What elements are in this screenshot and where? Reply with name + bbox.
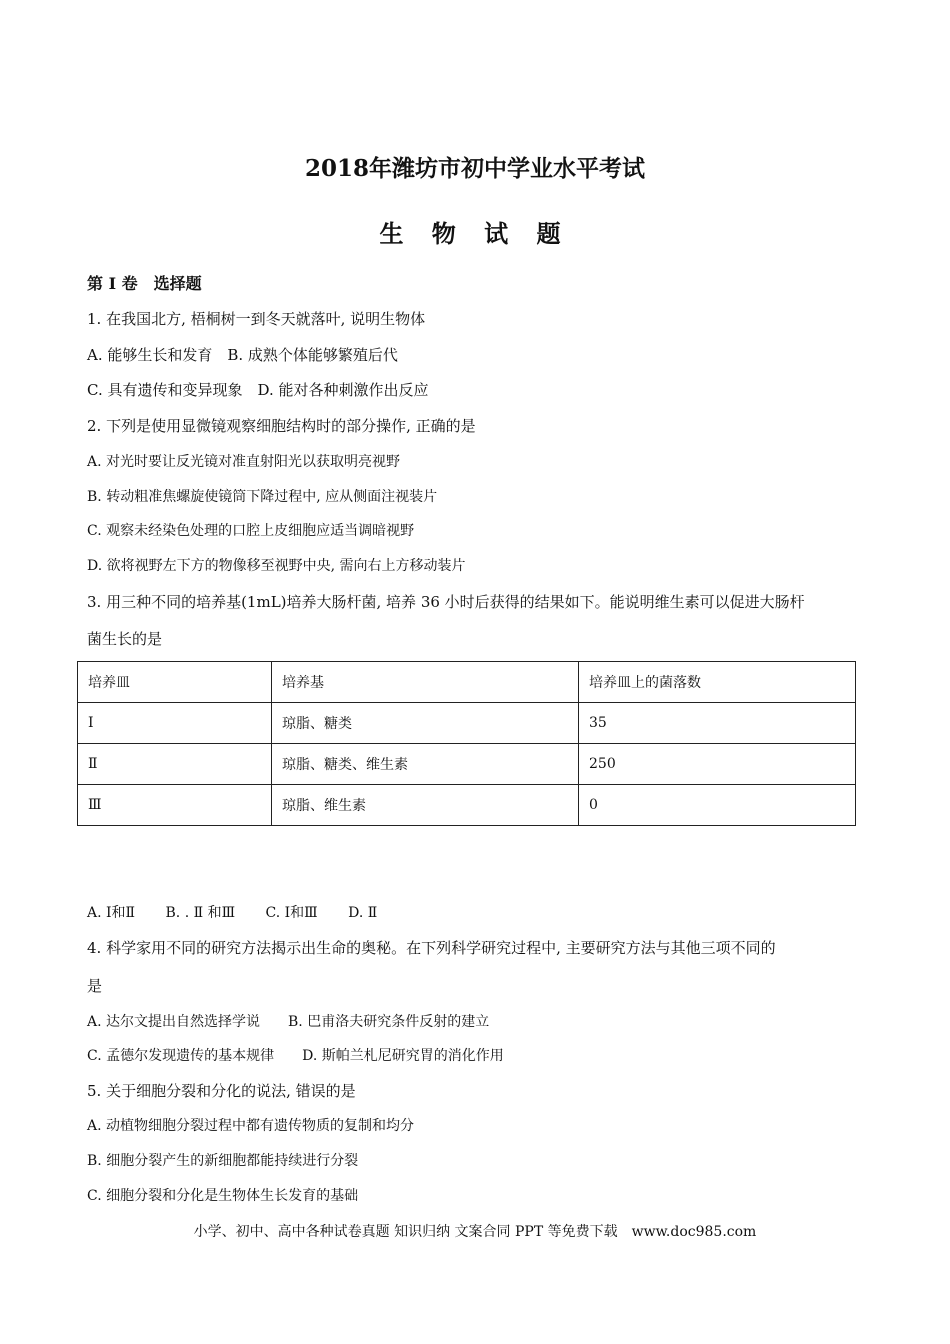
q3-option-b: B. . Ⅱ 和Ⅲ bbox=[165, 905, 236, 921]
exam-subtitle: 生 物 试 题 bbox=[379, 219, 571, 248]
q2-option-b: B. 转动粗准焦螺旋使镜筒下降过程中, 应从侧面注视装片 bbox=[87, 489, 438, 505]
q3-stem-line1: 3. 用三种不同的培养基(1mL)培养大肠杆菌, 培养 36 小时后获得的结果如下。能说明维生素可以促进大肠杆 bbox=[87, 593, 805, 611]
q4-options-cd: C. 孟德尔发现遗传的基本规律 D. 斯帕兰札尼研究胃的消化作用 bbox=[87, 1048, 504, 1064]
q2-stem: 2. 下列是使用显微镜观察细胞结构时的部分操作, 正确的是 bbox=[87, 417, 476, 435]
table-header-cell: 培养皿 bbox=[78, 662, 272, 703]
q3-stem-line2: 菌生长的是 bbox=[87, 630, 163, 648]
table-row bbox=[78, 703, 856, 744]
q5-stem: 5. 关于细胞分裂和分化的说法, 错误的是 bbox=[87, 1082, 356, 1100]
q1-stem: 1. 在我国北方, 梧桐树一到冬天就落叶, 说明生物体 bbox=[87, 310, 426, 328]
table-cell: 0 bbox=[579, 785, 856, 826]
table-cell: Ⅱ bbox=[78, 744, 272, 785]
q3-option-a: A. Ⅰ和Ⅱ bbox=[87, 905, 136, 921]
table-header-cell: 培养基 bbox=[272, 662, 579, 703]
q2-option-d: D. 欲将视野左下方的物像移至视野中央, 需向右上方移动装片 bbox=[87, 558, 466, 574]
q3-options bbox=[87, 903, 403, 923]
q5-option-b: B. 细胞分裂产生的新细胞都能持续进行分裂 bbox=[87, 1153, 359, 1169]
q4-stem-line2: 是 bbox=[87, 977, 103, 995]
q3-option-c: C. Ⅰ和Ⅲ bbox=[265, 905, 318, 921]
table-header-row bbox=[78, 662, 856, 703]
results-table bbox=[77, 661, 856, 826]
table-cell: Ⅲ bbox=[78, 785, 272, 826]
table-cell: 琼脂、糖类、维生素 bbox=[272, 744, 579, 785]
q2-option-c: C. 观察未经染色处理的口腔上皮细胞应适当调暗视野 bbox=[87, 523, 415, 539]
q1-options-ab: A. 能够生长和发育 B. 成熟个体能够繁殖后代 bbox=[87, 346, 398, 364]
section-heading: 第 Ⅰ 卷 选择题 bbox=[87, 274, 202, 293]
q5-option-a: A. 动植物细胞分裂过程中都有遗传物质的复制和均分 bbox=[87, 1118, 415, 1134]
table-cell: 琼脂、维生素 bbox=[272, 785, 579, 826]
q5-option-c: C. 细胞分裂和分化是生物体生长发育的基础 bbox=[87, 1188, 359, 1204]
q4-options-ab: A. 达尔文提出自然选择学说 B. 巴甫洛夫研究条件反射的建立 bbox=[87, 1014, 490, 1030]
q2-option-a: A. 对光时要让反光镜对准直射阳光以获取明亮视野 bbox=[87, 454, 401, 470]
table-cell: 35 bbox=[579, 703, 856, 744]
q3-option-d: D. Ⅱ bbox=[348, 905, 378, 921]
table-cell: 250 bbox=[579, 744, 856, 785]
exam-title: 2018年潍坊市初中学业水平考试 bbox=[304, 155, 645, 182]
table-header-cell: 培养皿上的菌落数 bbox=[579, 662, 856, 703]
table-row bbox=[78, 744, 856, 785]
q4-stem-line1: 4. 科学家用不同的研究方法揭示出生命的奥秘。在下列科学研究过程中, 主要研究方法与其他三项不同的 bbox=[87, 939, 776, 957]
table-cell: 琼脂、糖类 bbox=[272, 703, 579, 744]
table-cell: Ⅰ bbox=[78, 703, 272, 744]
footer-download-note: 小学、初中、高中各种试卷真题 知识归纳 文案合同 PPT 等免费下载 www.doc985.com bbox=[193, 1224, 757, 1240]
q1-options-cd: C. 具有遗传和变异现象 D. 能对各种刺激作出反应 bbox=[87, 381, 429, 399]
table-row bbox=[78, 785, 856, 826]
